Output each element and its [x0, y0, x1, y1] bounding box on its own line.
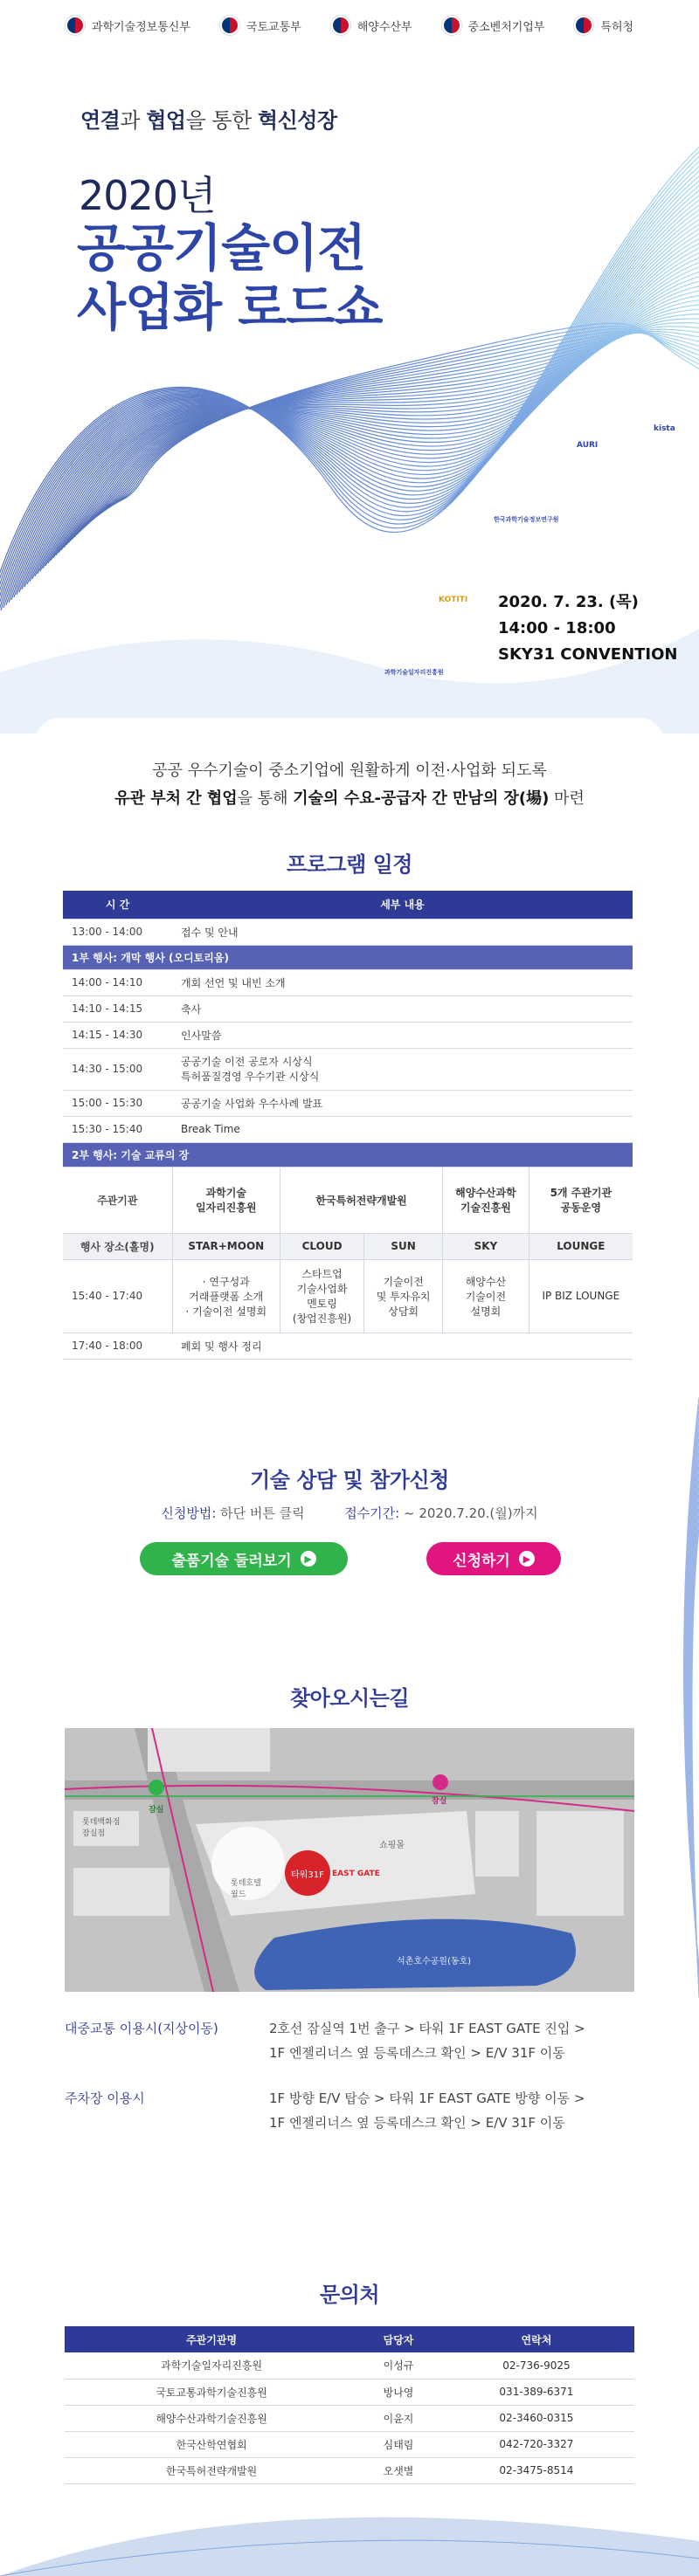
tower-marker-icon: 타워31F — [285, 1850, 330, 1896]
table-row: 한국특허전략개발원 오샛별 02-3475-8514 — [65, 2457, 634, 2483]
contact-table — [65, 2326, 634, 2484]
parking-directions: 주차장 이용시 1F 방향 E/V 탑승 > 타워 1F EAST GATE 방향 이동 > 1F 엔젤리너스 옆 등록데스크 확인 > E/V 31F 이동 — [65, 2090, 585, 2131]
session-row: 15:40 - 17:40 · 연구성과 거래플랫폼 소개 · 기술이전 설명회 스타트업 기술사업화 멘토링 (창업진흥원) 기술이전 및 투자유치 상담회 해양수산 기술이전 설명회 IP BIZ LOUNGE — [63, 1259, 633, 1333]
host-row: 주관기관 과학기술 일자리진흥원 한국특허전략개발원 해양수산과학 기술진흥원 5개 주관기관 공동운영 — [63, 1167, 633, 1233]
table-header: 연락처 — [439, 2326, 634, 2352]
table-header: 시 간 — [63, 891, 172, 919]
table-row: 17:40 - 18:00 폐회 및 행사 정리 — [63, 1333, 633, 1359]
apply-title: 기술 상담 및 참가신청 — [250, 1468, 449, 1492]
table-row: 15:00 - 15:30 공공기술 사업화 우수사례 발표 — [63, 1090, 633, 1116]
apply-info: 신청방법: 하단 버튼 클릭 접수기간: ~ 2020.7.20.(월)까지 — [161, 1505, 538, 1521]
table-row: 과학기술일자리진흥원 이성규 02-736-9025 — [65, 2352, 634, 2379]
event-time: 14:00 - 18:00 — [498, 619, 616, 637]
apply-button[interactable]: 신청하기 ▶ — [426, 1542, 561, 1575]
hero-title: 공공기술이전 사업화 로드쇼 — [77, 218, 383, 337]
program-title: 프로그램 일정 — [287, 852, 412, 877]
ministry-logos — [0, 16, 699, 35]
table-row: 14:15 - 14:30 인사말씀 — [63, 1022, 633, 1048]
hero-year: 2020년 — [79, 172, 216, 219]
table-row: 14:30 - 15:00 공공기술 이전 공로자 시상식 특허품질경영 우수기관 시상식 — [63, 1048, 633, 1090]
table-header: 주관기관명 — [65, 2326, 358, 2352]
section-row: 1부 행사: 개막 행사 (오디토리움) — [63, 945, 633, 969]
map-label-line8: 잠실 — [432, 1797, 447, 1806]
government-emblem-icon — [331, 16, 350, 35]
table-row: 한국산학연협회 심태림 042-720-3327 — [65, 2431, 634, 2457]
table-row: 국토교통과학기술진흥원 방나영 031-389-6371 — [65, 2379, 634, 2405]
government-emblem-icon — [66, 16, 85, 35]
partner-logo-job-agency: 과학기술일자리진흥원 — [384, 669, 444, 676]
chevron-right-icon: ▶ — [301, 1551, 316, 1567]
place-row: 행사 장소(홀명) STAR+MOON CLOUD SUN SKY LOUNGE — [63, 1233, 633, 1259]
event-info — [498, 589, 677, 668]
chevron-right-icon: ▶ — [519, 1551, 535, 1567]
table-header: 담당자 — [358, 2326, 439, 2352]
section-row: 2부 행사: 기술 교류의 장 — [63, 1142, 633, 1167]
partner-logo-kisti: 한국과학기술정보연구원 — [494, 516, 559, 523]
map-label-mall: 쇼핑몰 — [379, 1841, 405, 1850]
table-header: 세부 내용 — [172, 891, 633, 919]
map-label-line2: 잠실 — [149, 1806, 164, 1815]
government-emblem-icon — [574, 16, 593, 35]
ministry-logo: 국토교통부 — [220, 16, 301, 35]
map-label-hotel: 롯데호텔 월드 — [231, 1879, 261, 1899]
table-row: 14:10 - 14:15 축사 — [63, 995, 633, 1022]
side-ribbon-art — [664, 1397, 699, 2008]
ministry-logo: 과학기술정보통신부 — [66, 16, 190, 35]
partner-logo-auri: AURI — [577, 441, 599, 450]
hero-tagline: 연결과 협업을 통한 혁신성장 — [80, 108, 337, 133]
location-map — [65, 1728, 634, 1992]
intro-text: 공공 우수기술이 중소기업에 원활하게 이전·사업화 되도록 유관 부처 간 협업을 통해 기술의 수요-공급자 간 만남의 장(場) 마련 — [114, 761, 585, 808]
table-row: 14:00 - 14:10 개회 선언 및 내빈 소개 — [63, 969, 633, 995]
government-emblem-icon — [220, 16, 239, 35]
contact-title: 문의처 — [319, 2283, 380, 2307]
bottom-ribbon-art — [0, 2462, 699, 2576]
map-label-dept-store: 롯데백화점 잠실점 — [82, 1818, 121, 1838]
browse-tech-button[interactable]: 출품기술 둘러보기 ▶ — [140, 1542, 348, 1575]
content-card — [35, 718, 664, 2534]
partner-logo-kotiti: KOTITI — [439, 596, 468, 604]
government-emblem-icon — [442, 16, 461, 35]
table-row: 15:30 - 15:40 Break Time — [63, 1116, 633, 1142]
hero — [0, 0, 699, 734]
event-date: 2020. 7. 23. (목) — [498, 593, 639, 611]
map-label-gate: EAST GATE — [332, 1870, 380, 1878]
table-row: 13:00 - 14:00 접수 및 안내 — [63, 919, 633, 945]
partner-logo-kista: kista — [654, 424, 675, 433]
ministry-logo: 중소벤처기업부 — [442, 16, 545, 35]
transit-directions: 대중교통 이용시(지상이동) 2호선 잠실역 1번 출구 > 타워 1F EAST GATE 진입 > 1F 엔젤리너스 옆 등록데스크 확인 > E/V 31F 이동 — [65, 2021, 585, 2061]
ministry-logo: 해양수산부 — [331, 16, 412, 35]
table-row: 해양수산과학기술진흥원 이윤지 02-3460-0315 — [65, 2405, 634, 2431]
map-label-lake: 석촌호수공원(동호) — [397, 1957, 472, 1966]
ministry-logo: 특허청 — [574, 16, 633, 35]
event-venue: SKY31 CONVENTION — [498, 645, 678, 664]
location-title: 찾아오시는길 — [289, 1686, 410, 1711]
map-drawing — [65, 1728, 634, 1992]
program-table — [63, 891, 633, 1360]
